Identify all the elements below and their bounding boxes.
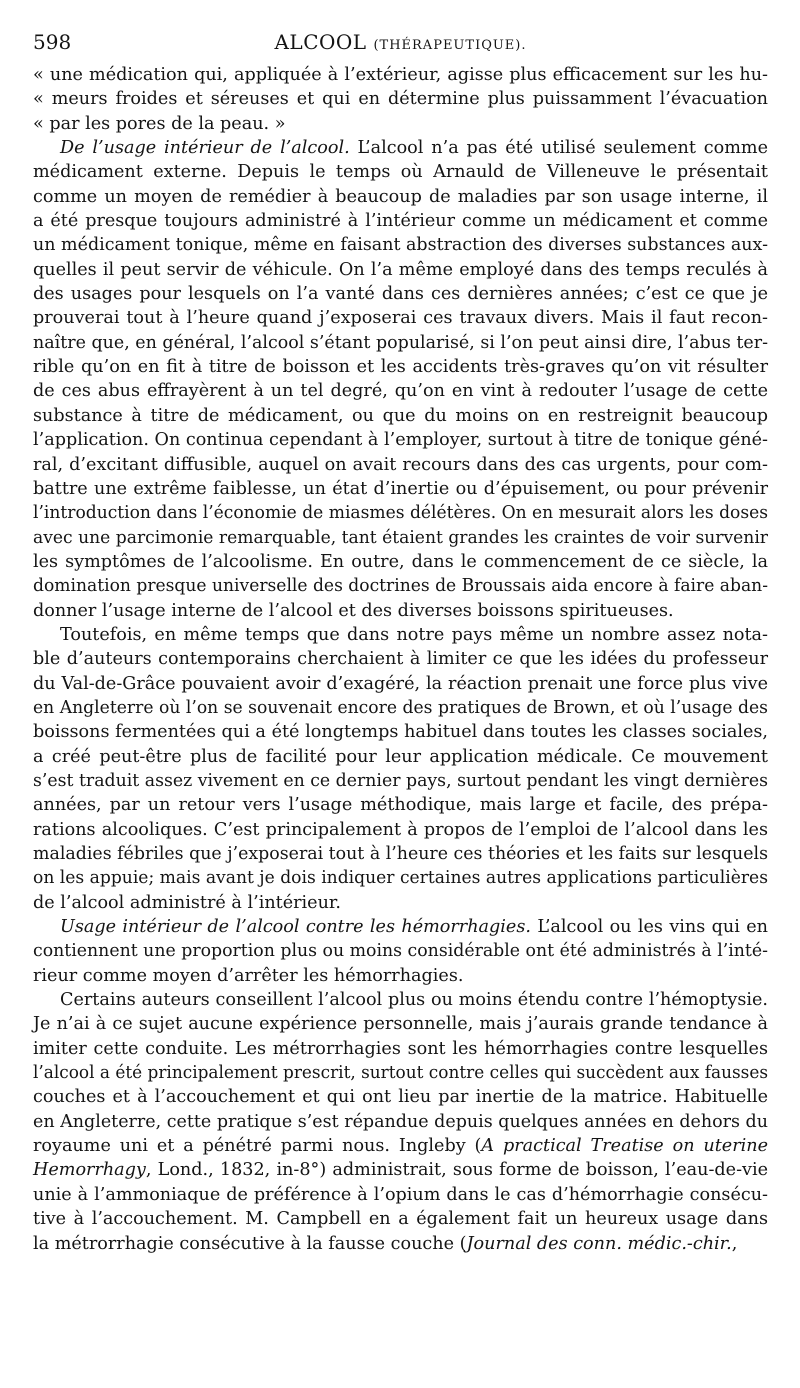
text-run: en Angleterre où l’on se souvenait encore des pratiques de Brown, et où l’usage des <box>33 697 768 718</box>
text-line <box>33 623 768 647</box>
text-run: du Val-de-Grâce pouvaient avoir d’exagéré, la réaction prenait une force plus vive <box>33 673 768 694</box>
text-line <box>33 866 768 890</box>
text-run: comme un moyen de remédier à beaucoup de maladies par son usage interne, il <box>33 186 768 207</box>
text-run: médicament externe. Depuis le temps où Arnauld de Villeneuve le présentait <box>33 162 768 183</box>
text-line <box>33 477 768 501</box>
text-line <box>33 209 768 233</box>
text-line <box>33 988 768 1012</box>
text-line <box>33 915 768 939</box>
text-run: rieur comme moyen d’arrêter les hémorrhagies. <box>33 965 464 986</box>
text-line <box>33 331 768 355</box>
page-number: 598 <box>33 30 72 54</box>
text-line <box>33 136 768 160</box>
running-title-main: ALCOOL <box>274 30 367 54</box>
text-run: imiter cette conduite. Les métrorrhagies sont les hémorrhagies contre lesquelles <box>33 1038 768 1059</box>
text-line <box>33 647 768 671</box>
text-line <box>33 453 768 477</box>
text-line <box>33 964 768 988</box>
text-line <box>33 282 768 306</box>
text-line <box>33 745 768 769</box>
text-line <box>33 501 768 525</box>
text-run: « meurs froides et séreuses et qui en détermine plus puissamment l’évacuation <box>33 89 768 110</box>
text-run: contiennent une proportion plus ou moins considérable ont été administrés à l’inté- <box>33 941 768 962</box>
text-line <box>33 379 768 403</box>
text-run: années, par un retour vers l’usage méthodique, mais large et facile, des prépa- <box>33 795 768 816</box>
text-run: Toutefois, en même temps que dans notre pays même un nombre assez nota- <box>60 624 768 645</box>
text-line <box>33 87 768 111</box>
text-line <box>33 404 768 428</box>
text-run: rations alcooliques. C’est principalement à propos de l’emploi de l’alcool dans les <box>33 819 768 840</box>
page-header <box>33 28 768 56</box>
text-run: tive à l’accouchement. M. Campbell en a également fait un heureux usage dans <box>33 1209 768 1230</box>
text-run: unie à l’ammoniaque de préférence à l’opium dans le cas d’hémorrhagie consécu- <box>33 1184 768 1205</box>
text-run: un médicament tonique, même en faisant abstraction des diverses substances aux- <box>33 235 768 256</box>
text-run: rible qu’on en fit à titre de boisson et les accidents très-graves qu’on vit résulter <box>33 357 768 378</box>
text-run: des usages pour lesquels on l’a vanté dans ces dernières années; c’est ce que je <box>33 284 768 305</box>
text-line <box>33 355 768 379</box>
text-run: on les appuie; mais avant je dois indiquer certaines autres applications particulières <box>33 868 768 889</box>
text-run: , <box>731 1233 738 1254</box>
text-run: L’alcool ou les vins qui en <box>530 917 769 938</box>
text-line <box>33 1061 768 1085</box>
text-line <box>33 63 768 87</box>
text-line <box>33 306 768 330</box>
text-line <box>33 1134 768 1158</box>
text-line <box>33 1207 768 1231</box>
text-run: l’application. On continua cependant à l’employer, surtout à titre de tonique géné- <box>33 430 768 451</box>
text-run: battre une extrême faiblesse, un état d’inertie ou d’épuisement, ou pour prévenir <box>33 478 768 499</box>
text-line <box>33 185 768 209</box>
text-line <box>33 842 768 866</box>
text-line <box>33 818 768 842</box>
text-run: substance à titre de médicament, ou que du moins on en restreignit beaucoup <box>33 405 768 426</box>
text-run: « par les pores de la peau. » <box>33 113 286 134</box>
text-run: donner l’usage interne de l’alcool et des diverses boissons spiritueuses. <box>33 600 674 621</box>
text-line <box>33 258 768 282</box>
text-line <box>33 1183 768 1207</box>
text-line <box>33 1158 768 1182</box>
text-run: a créé peut-être plus de facilité pour leur application médicale. Ce mouvement <box>33 746 768 767</box>
text-line <box>33 1012 768 1036</box>
text-run: s’est traduit assez vivement en ce dernier pays, surtout pendant les vingt dernières <box>33 770 768 791</box>
text-run: Certains auteurs conseillent l’alcool plus ou moins étendu contre l’hémoptysie. <box>60 990 768 1011</box>
text-run: royaume uni et a pénétré parmi nous. Ingleby ( <box>33 1136 482 1157</box>
text-run: de l’alcool administré à l’intérieur. <box>33 892 341 913</box>
italic-text-run: Usage intérieur de l’alcool contre les hémorrhagies. <box>60 917 531 938</box>
text-run: prouverai tout à l’heure quand j’exposerai ces travaux divers. Mais il faut recon- <box>33 308 768 329</box>
text-run: ble d’auteurs contemporains cherchaient à limiter ce que les idées du professeur <box>33 649 768 670</box>
text-line <box>33 574 768 598</box>
running-title <box>33 28 768 60</box>
text-run: quelles il peut servir de véhicule. On l’a même employé dans des temps reculés à <box>33 259 768 280</box>
text-run: l’introduction dans l’économie de miasmes délétères. On en mesurait alors les doses <box>33 503 768 524</box>
text-run: de ces abus effrayèrent à un tel degré, qu’on en vint à redouter l’usage de cette <box>33 381 768 402</box>
body-text <box>33 63 768 1256</box>
italic-text-run: De l’usage intérieur de l’alcool. <box>60 138 350 159</box>
text-line <box>33 672 768 696</box>
text-line <box>33 1232 768 1256</box>
text-line <box>33 720 768 744</box>
document-page <box>33 28 768 1256</box>
text-line <box>33 112 768 136</box>
text-line <box>33 891 768 915</box>
running-title-sub: (THÉRAPEUTIQUE). <box>373 38 527 53</box>
text-run: naître que, en général, l’alcool s’étant popularisé, si l’on peut ainsi dire, l’abus ter- <box>33 332 768 353</box>
italic-text-run: A practical Treatise on uterine <box>481 1136 768 1157</box>
text-line <box>33 526 768 550</box>
text-run: l’alcool a été principalement prescrit, surtout contre celles qui succèdent aux fausses <box>33 1063 768 1084</box>
text-run: les symptômes de l’alcoolisme. En outre, dans le commencement de ce siècle, la <box>33 551 768 572</box>
text-line <box>33 550 768 574</box>
text-run: L’alcool n’a pas été utilisé seulement comme <box>349 138 768 159</box>
text-run: en Angleterre, cette pratique s’est répandue depuis quelques années en dehors du <box>33 1111 768 1132</box>
italic-text-run: Hemorrhagy <box>33 1160 146 1181</box>
text-line <box>33 696 768 720</box>
text-run: maladies fébriles que j’exposerai tout à l’heure ces théories et les faits sur lesquels <box>33 844 768 864</box>
text-run: couches et à l’accouchement et qui ont lieu par inertie de la matrice. Habituelle <box>33 1087 768 1108</box>
text-line <box>33 769 768 793</box>
text-line <box>33 599 768 623</box>
text-run: ral, d’excitant diffusible, auquel on avait recours dans des cas urgents, pour com- <box>33 454 768 475</box>
italic-text-run: Journal des conn. médic.-chir. <box>466 1233 732 1254</box>
text-line <box>33 428 768 452</box>
text-run: « une médication qui, appliquée à l’extérieur, agisse plus efficacement sur les hu- <box>33 65 768 85</box>
text-line <box>33 1037 768 1061</box>
text-run: avec une parcimonie remarquable, tant étaient grandes les craintes de voir survenir <box>33 527 768 548</box>
text-run: Je n’ai à ce sujet aucune expérience personnelle, mais j’aurais grande tendance à <box>33 1014 768 1035</box>
text-run: boissons fermentées qui a été longtemps habituel dans toutes les classes sociales, <box>33 722 768 743</box>
text-line <box>33 233 768 257</box>
text-line <box>33 160 768 184</box>
text-run: domination presque universelle des doctrines de Broussais aida encore à faire aban- <box>33 576 768 597</box>
text-line <box>33 1110 768 1134</box>
text-line <box>33 1085 768 1109</box>
text-run: la métrorrhagie consécutive à la fausse couche ( <box>33 1233 467 1254</box>
text-run: a été presque toujours administré à l’intérieur comme un médicament et comme <box>33 211 768 232</box>
text-run: , Lond., 1832, in-8°) administrait, sous forme de boisson, l’eau-de-vie <box>145 1160 768 1181</box>
text-line <box>33 939 768 963</box>
text-line <box>33 793 768 817</box>
